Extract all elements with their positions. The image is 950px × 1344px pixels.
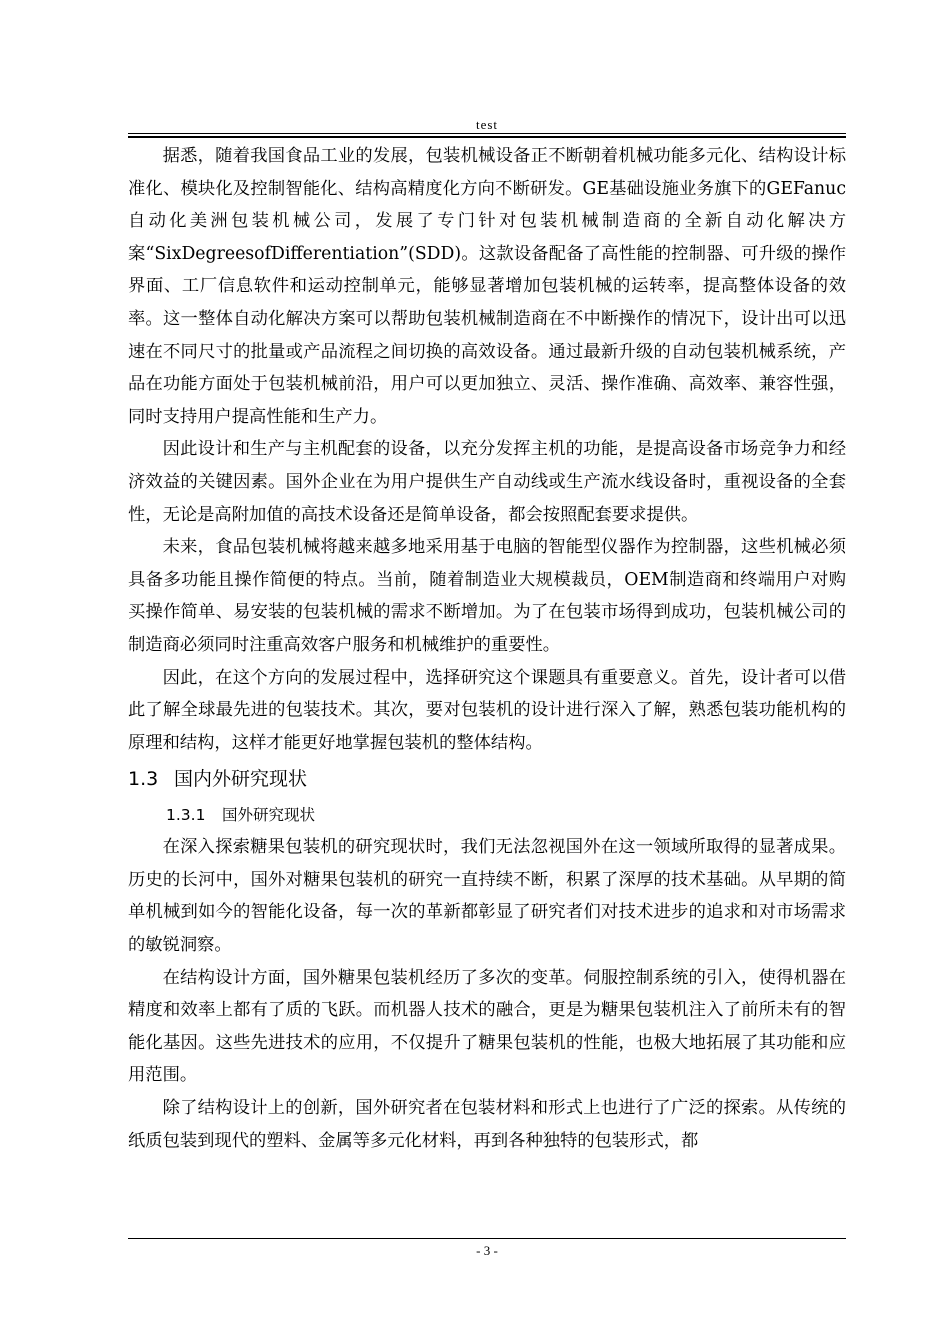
subsection-heading	[128, 799, 846, 831]
footer-rule	[128, 1238, 846, 1239]
page-body	[128, 140, 846, 1157]
section-number: 1.3	[128, 768, 159, 791]
body-paragraph: 在结构设计方面，国外糖果包装机经历了多次的变革。伺服控制系统的引入，使得机器在精度和效率上都有了质的飞跃。而机器人技术的融合，更是为糖果包装机注入了前所未有的智能化基因。这些先进技术的应用，不仅提升了糖果包装机的性能，也极大地拓展了其功能和应用范围。	[128, 967, 846, 1086]
header-rule	[128, 133, 846, 134]
body-paragraph: 因此设计和生产与主机配套的设备，以充分发挥主机的功能，是提高设备市场竞争力和经济效益的关键因素。国外企业在为用户提供生产自动线或生产流水线设备时，重视设备的全套性，无论是高附加值的高技术设备还是简单设备，都会按照配套要求提供。	[128, 439, 846, 525]
subsection-number: 1.3.1	[166, 806, 206, 825]
section-title: 国内外研究现状	[174, 768, 308, 791]
body-paragraph: 除了结构设计上的创新，国外研究者在包装材料和形式上也进行了广泛的探索。从传统的纸质包装到现代的塑料、金属等多元化材料，再到各种独特的包装形式，都	[128, 1098, 846, 1151]
subsection-title: 国外研究现状	[222, 806, 316, 825]
section-heading	[128, 763, 846, 795]
page-header: test	[475, 117, 499, 132]
body-paragraph: 未来，食品包装机械将越来越多地采用基于电脑的智能型仪器作为控制器，这些机械必须具备多功能且操作简便的特点。当前，随着制造业大规模裁员，OEM制造商和终端用户对购买操作简单、易安装的包装机械的需求不断增加。为了在包装市场得到成功，包装机械公司的制造商必须同时注重高效客户服务和机械维护的重要性。	[128, 537, 846, 655]
body-paragraph: 因此，在这个方向的发展过程中，选择研究这个课题具有重要意义。首先，设计者可以借此了解全球最先进的包装技术。其次，要对包装机的设计进行深入了解，熟悉包装功能机构的原理和结构，这样才能更好地掌握包装机的整体结构。	[128, 667, 846, 753]
body-paragraph: 在深入探索糖果包装机的研究现状时，我们无法忽视国外在这一领域所取得的显著成果。历史的长河中，国外对糖果包装机的研究一直持续不断，积累了深厚的技术基础。从早期的简单机械到如今的智能化设备，每一次的革新都彰显了研究者们对技术进步的追求和对市场需求的敏锐洞察。	[128, 837, 846, 956]
body-paragraph: 据悉，随着我国食品工业的发展，包装机械设备正不断朝着机械功能多元化、结构设计标准化、模块化及控制智能化、结构高精度化方向不断研发。GE基础设施业务旗下的GEFanuc自动化美洲包装机械公司，发展了专门针对包装机械制造商的全新自动化解决方案“SixDegreesofDifferentiation”(SDD)。这款设备配备了高性能的控制器、可升级的操作界面、工厂信息软件和运动控制单元，能够显著增加包装机械的运转率，提高整体设备的效率。这一整体自动化解决方案可以帮助包装机械制造商在不中断操作的情况下，设计出可以迅速在不同尺寸的批量或产品流程之间切换的高效设备。通过最新升级的自动包装机械系统，产品在功能方面处于包装机械前沿，用户可以更加独立、灵活、操作准确、高效率、兼容性强，同时支持用户提高性能和生产力。	[128, 146, 846, 427]
header-rule-thick	[128, 136, 846, 138]
page-number: - 3 -	[476, 1243, 498, 1258]
